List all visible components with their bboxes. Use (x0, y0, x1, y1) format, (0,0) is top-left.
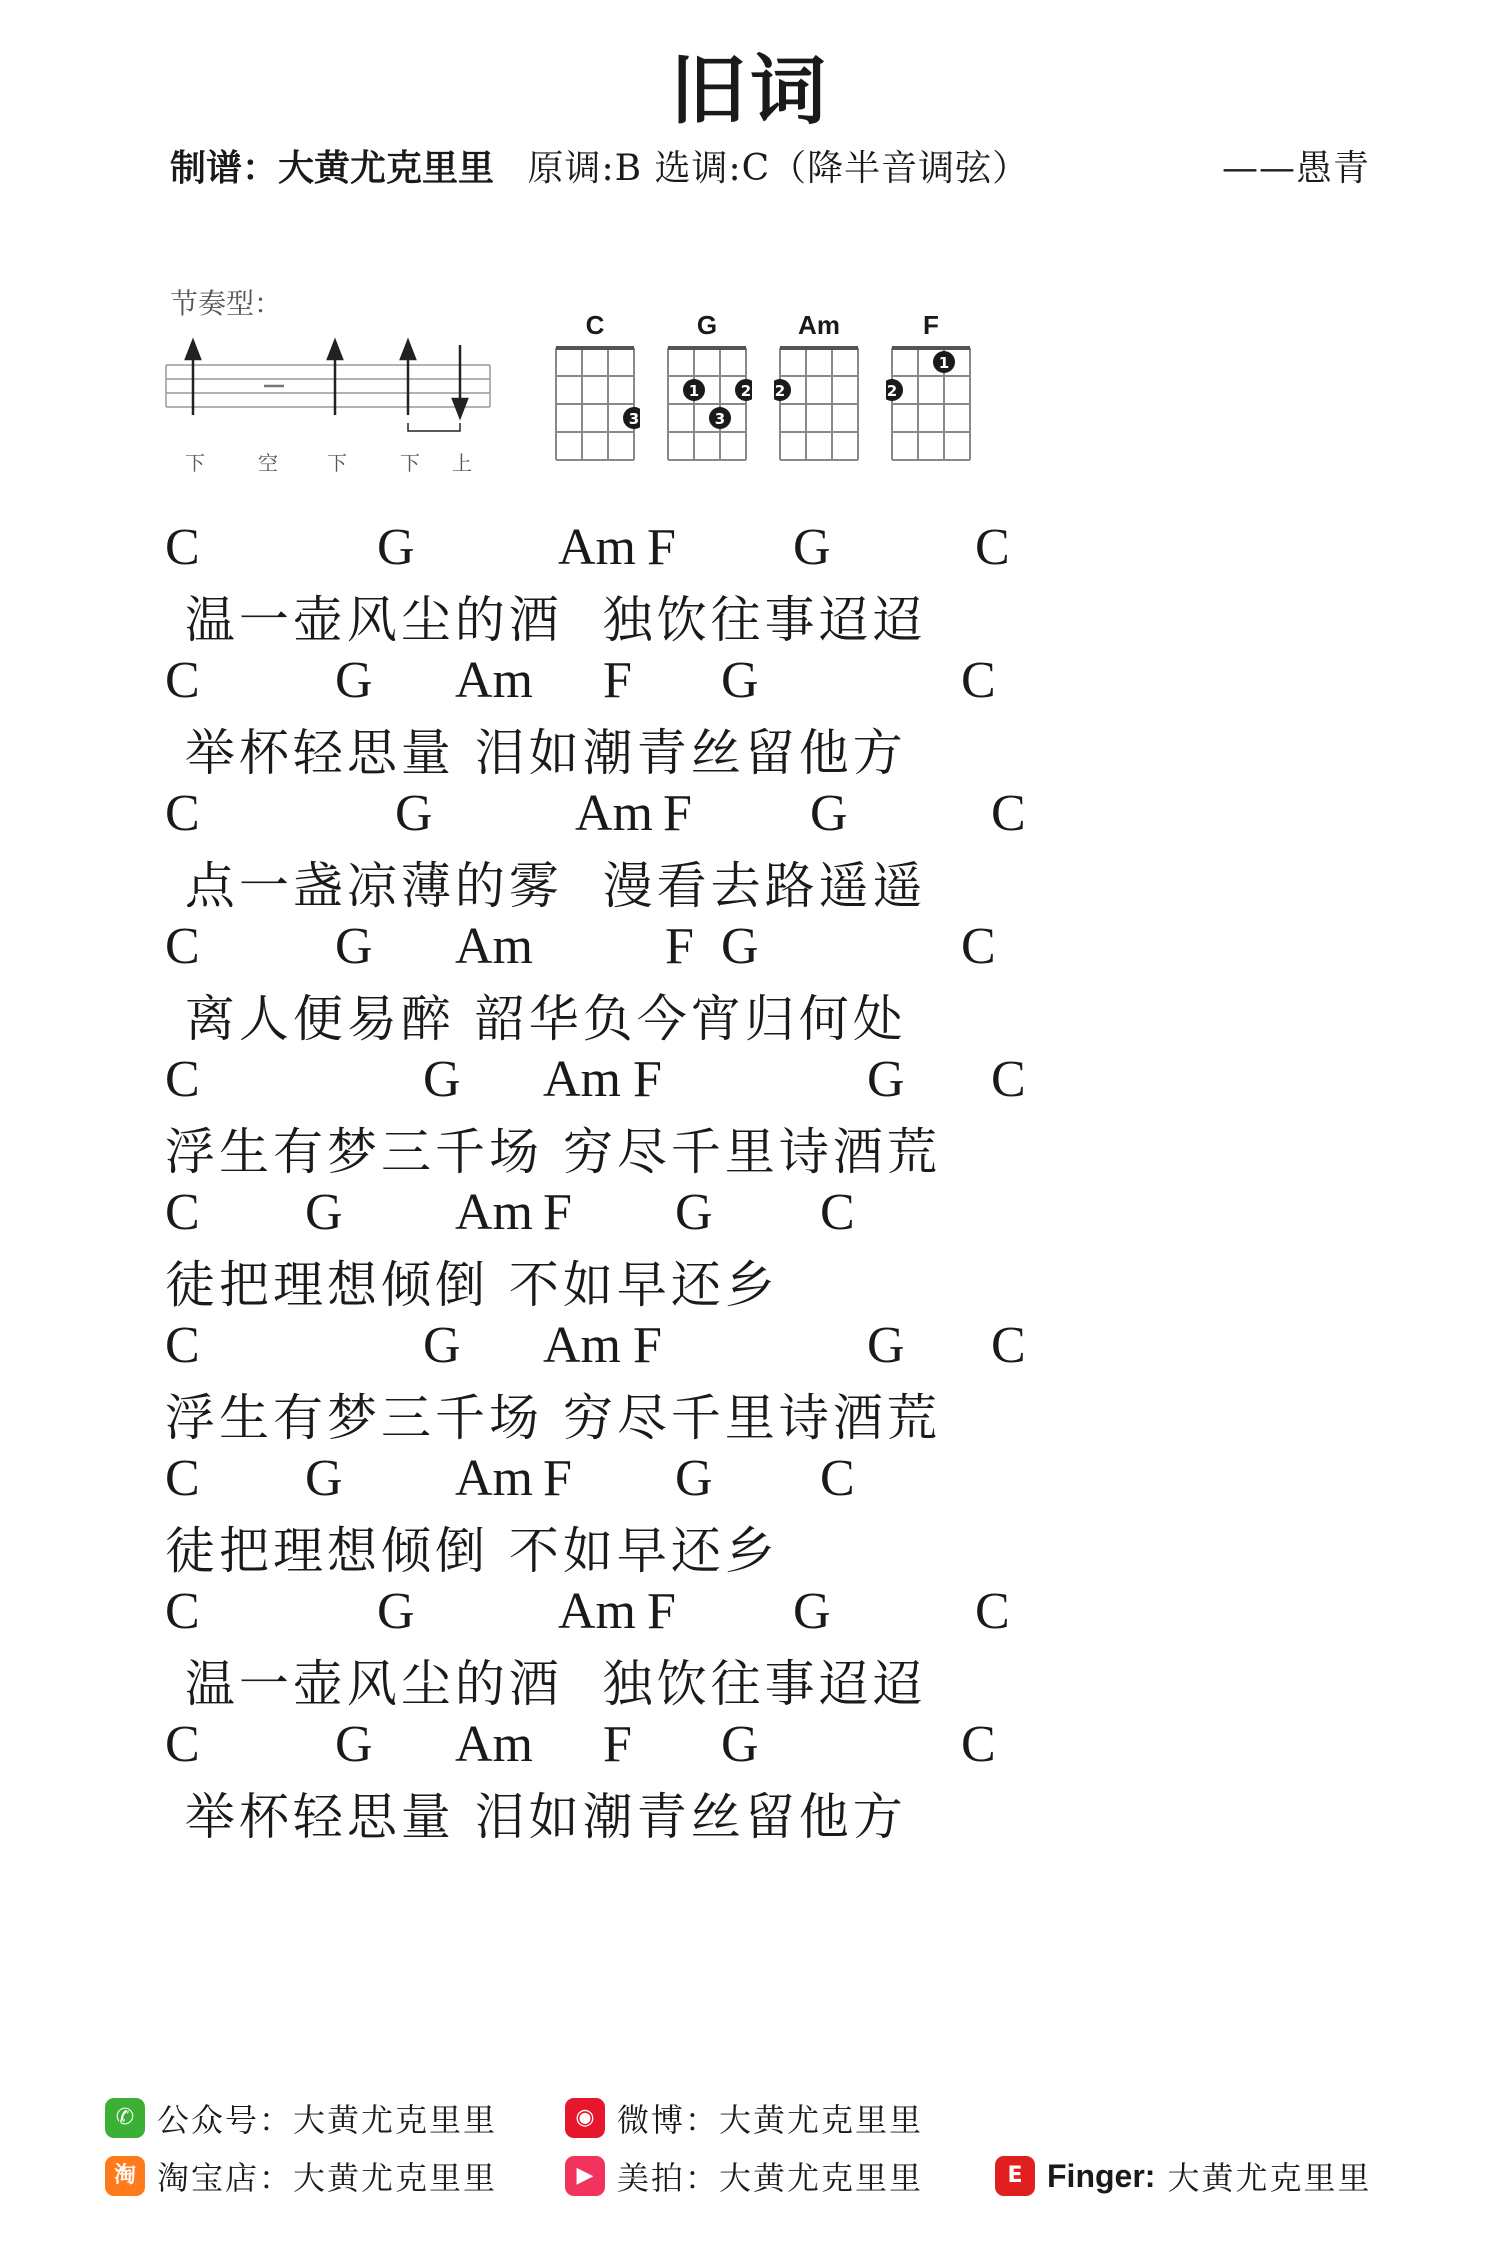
stroke-labels (160, 447, 500, 477)
chord-symbol: G (810, 785, 848, 842)
chord-line (165, 784, 1065, 844)
chord-line (165, 1183, 1065, 1243)
lyric-line (165, 1183, 1065, 1316)
lyric-line (165, 1449, 1065, 1582)
lyric-text: 浮生有梦三千场 穷尽千里诗酒荒 (165, 1123, 941, 1181)
chord-symbol: G (423, 1051, 461, 1108)
chord-symbol: C (165, 918, 200, 975)
chord-diagram-g (662, 300, 752, 470)
finger-account[interactable] (995, 2153, 1371, 2199)
chord-symbol: F (633, 1317, 662, 1374)
taobao-store[interactable] (105, 2153, 497, 2199)
taobao-label: 淘宝店：大黄尤克里里 (157, 2159, 498, 2197)
chord-symbol: G (305, 1450, 343, 1507)
meipai-icon: ▶ (565, 2156, 605, 2196)
chord-symbol: Am (543, 1051, 621, 1108)
lyric-text: 温一壶风尘的酒 独饮往事迢迢 (165, 1655, 927, 1713)
finger-brand: Finger: (1047, 2157, 1156, 2194)
footer-row (105, 2153, 1445, 2211)
chord-symbol: G (867, 1051, 905, 1108)
chord-symbol: C (961, 918, 996, 975)
chord-symbol: F (663, 785, 692, 842)
chord-symbol: C (961, 1716, 996, 1773)
chord-symbol: G (721, 1716, 759, 1773)
lyric-text: 举杯轻思量 泪如潮青丝留他方 (165, 1788, 907, 1846)
chord-name: C (585, 310, 605, 340)
lyric-sheet (165, 518, 1065, 1848)
lyric-line (165, 518, 1065, 651)
chord-line (165, 1316, 1065, 1376)
chord-symbol: F (543, 1450, 572, 1507)
chord-line (165, 1449, 1065, 1509)
rhythm-staff (160, 335, 500, 445)
chord-symbol: F (543, 1184, 572, 1241)
lyric-text: 离人便易醉 韶华负今宵归何处 (165, 990, 907, 1048)
chord-symbol: Am (455, 918, 533, 975)
rhythm-pattern (160, 335, 500, 475)
chord-symbol: Am (575, 785, 653, 842)
chord-symbol: C (165, 1051, 200, 1108)
chord-symbol: C (165, 1716, 200, 1773)
finger-number: 3 (628, 410, 640, 428)
chord-symbol: C (165, 652, 200, 709)
chord-symbol: C (975, 519, 1010, 576)
chord-line (165, 1050, 1065, 1110)
meipai-label: 美拍：大黄尤克里里 (617, 2159, 924, 2197)
rhythm-label: 节奏型： (170, 287, 283, 320)
chord-name: F (923, 310, 939, 340)
chord-line (165, 917, 1065, 977)
chord-line (165, 1582, 1065, 1642)
finger-number: 1 (938, 354, 950, 372)
chord-symbol: F (603, 1716, 632, 1773)
finger-icon: E (995, 2156, 1035, 2196)
chord-symbol: G (675, 1450, 713, 1507)
chord-symbol: F (633, 1051, 662, 1108)
chord-symbol: G (675, 1184, 713, 1241)
wechat-account[interactable] (105, 2095, 497, 2141)
stroke-label: 下 (185, 451, 205, 475)
chord-symbol: G (793, 1583, 831, 1640)
lyric-text: 徒把理想倾倒 不如早还乡 (165, 1256, 779, 1314)
chord-symbol: C (165, 1583, 200, 1640)
key-info: 原调:B 选调:C（降半音调弦） (527, 148, 1030, 189)
fretboard-grid (774, 340, 864, 470)
chord-name: G (696, 310, 718, 340)
chord-symbol: F (647, 1583, 676, 1640)
chord-symbol: C (165, 1317, 200, 1374)
chord-symbol: C (961, 652, 996, 709)
stroke-label: 上 (452, 451, 472, 475)
stroke-label: 下 (327, 451, 347, 475)
chord-diagram-am (774, 300, 864, 470)
lyric-text: 徒把理想倾倒 不如早还乡 (165, 1522, 779, 1580)
chord-symbol: F (603, 652, 632, 709)
chord-symbol: Am (455, 1716, 533, 1773)
lyric-line (165, 651, 1065, 784)
taobao-icon: 淘 (105, 2156, 145, 2196)
chord-symbol: Am (558, 519, 636, 576)
finger-number: 3 (714, 410, 726, 428)
stroke-label: 下 (400, 451, 420, 475)
weibo-label: 微博：大黄尤克里里 (617, 2101, 924, 2139)
chord-name: Am (798, 310, 840, 340)
chord-symbol: Am (455, 652, 533, 709)
chord-symbol: C (975, 1583, 1010, 1640)
lyric-line (165, 917, 1065, 1050)
lyric-text: 温一壶风尘的酒 独饮往事迢迢 (165, 591, 927, 649)
finger-number: 2 (774, 382, 786, 400)
chord-symbol: G (867, 1317, 905, 1374)
chord-symbol: G (721, 652, 759, 709)
chord-symbol: G (335, 918, 373, 975)
chord-symbol: G (423, 1317, 461, 1374)
chord-symbol: C (820, 1450, 855, 1507)
chord-symbol: C (165, 1450, 200, 1507)
chord-symbol: G (335, 652, 373, 709)
social-footer (105, 2095, 1445, 2211)
finger-number: 2 (886, 382, 898, 400)
lyric-line (165, 1316, 1065, 1449)
chord-symbol: C (165, 1184, 200, 1241)
author-credit: ——愚青 (1221, 148, 1370, 189)
chord-diagram-f (886, 300, 976, 470)
chord-symbol: F (647, 519, 676, 576)
wechat-label: 公众号：大黄尤克里里 (157, 2101, 498, 2139)
chord-symbol: C (991, 785, 1026, 842)
lyric-text: 举杯轻思量 泪如潮青丝留他方 (165, 724, 907, 782)
chord-symbol: G (721, 918, 759, 975)
lyric-line (165, 1715, 1065, 1848)
chord-line (165, 1715, 1065, 1775)
lyric-line (165, 1582, 1065, 1715)
lyric-text: 点一盏凉薄的雾 漫看去路遥遥 (165, 857, 927, 915)
song-meta (170, 140, 1370, 200)
chord-symbol: Am (455, 1450, 533, 1507)
chord-symbol: C (165, 785, 200, 842)
lyric-line (165, 1050, 1065, 1183)
stroke-label: 空 (258, 451, 278, 475)
finger-label: 大黄尤克里里 (1167, 2159, 1372, 2197)
arranger-credit: 制谱：大黄尤克里里 (170, 148, 495, 189)
chord-line (165, 651, 1065, 711)
chord-line (165, 518, 1065, 578)
song-title: 旧词 (670, 46, 830, 135)
finger-number: 2 (740, 382, 752, 400)
finger-number: 1 (688, 382, 700, 400)
chord-symbol: G (305, 1184, 343, 1241)
chord-symbol: G (377, 519, 415, 576)
chord-symbol: G (395, 785, 433, 842)
lyric-text: 浮生有梦三千场 穷尽千里诗酒荒 (165, 1389, 941, 1447)
lyric-line (165, 784, 1065, 917)
chord-symbol: G (377, 1583, 415, 1640)
chord-symbol: Am (455, 1184, 533, 1241)
wechat-icon: ✆ (105, 2098, 145, 2138)
chord-symbol: C (991, 1051, 1026, 1108)
footer-row (105, 2095, 1445, 2153)
fretboard-grid (662, 340, 752, 470)
chord-symbol: G (793, 519, 831, 576)
weibo-icon: ◉ (565, 2098, 605, 2138)
fretboard-grid (550, 340, 640, 470)
chord-diagram-c (550, 300, 640, 470)
chord-symbol: C (165, 519, 200, 576)
chord-symbol: Am (558, 1583, 636, 1640)
chord-symbol: C (820, 1184, 855, 1241)
chord-symbol: Am (543, 1317, 621, 1374)
chord-symbol: C (991, 1317, 1026, 1374)
chord-symbol: F (665, 918, 694, 975)
weibo-account[interactable] (565, 2095, 923, 2141)
meipai-account[interactable] (565, 2153, 923, 2199)
fretboard-grid (886, 340, 976, 470)
chord-symbol: G (335, 1716, 373, 1773)
